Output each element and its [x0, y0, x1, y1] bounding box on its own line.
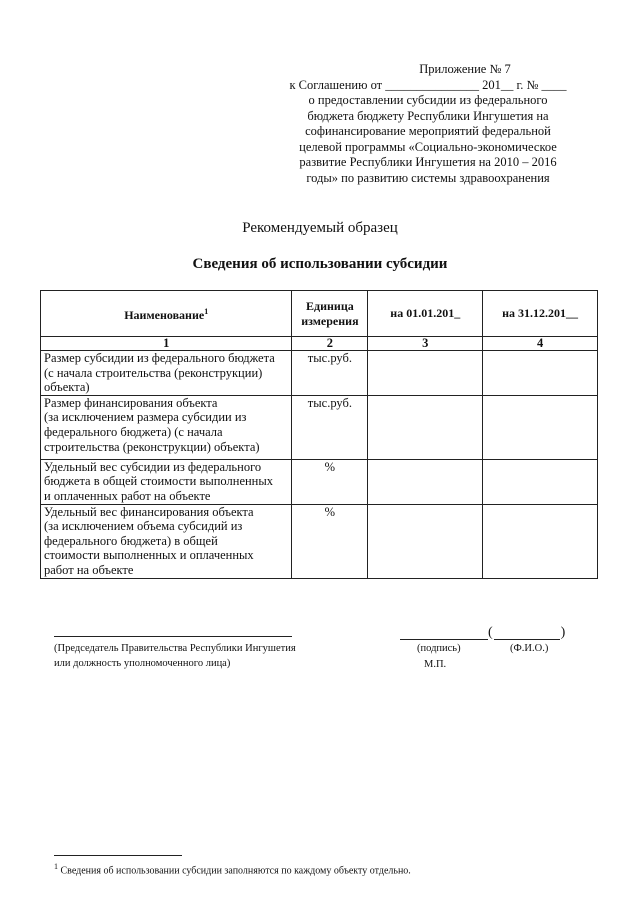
table-row [41, 395, 598, 459]
row-name-line: Размер финансирования объекта [44, 395, 218, 410]
row-name-line: федерального бюджета) (с начала [44, 424, 223, 439]
row-value-end[interactable] [483, 395, 598, 459]
row-name-line: работ на объекте [44, 562, 134, 577]
row-value-end[interactable] [483, 351, 598, 396]
signatory-block [54, 636, 314, 671]
footnote-text: Сведения об использовании субсидии заполняются по каждому объекту отдельно. [58, 865, 411, 877]
annex-text-line: софинансирование мероприятий федеральной [305, 124, 551, 138]
table-header-row [41, 291, 598, 337]
annex-text-line: развитие Республики Ингушетия на 2010 – 2016 [299, 155, 557, 169]
row-name-line: строительства (реконструкции) объекта) [44, 439, 260, 454]
row-name-line: Размер субсидии из федерального бюджета [44, 351, 275, 365]
row-name-cell [41, 395, 292, 459]
table-row [41, 351, 598, 396]
row-name-line: бюджета в общей стоимости выполненных [44, 474, 274, 489]
open-paren: ( [488, 625, 493, 640]
row-name-line: (за исключением размера субсидии из [44, 410, 247, 425]
annex-number: Приложение № 7 [419, 62, 511, 76]
signature-line [400, 639, 488, 640]
header-unit: Единица измерения [292, 291, 368, 337]
row-name-line: (за исключением объема субсидий из [44, 519, 243, 534]
row-unit-cell: тыс.руб. [292, 351, 368, 396]
footnote-ref: 1 [204, 306, 209, 316]
annex-text-line: о предоставлении субсидии из федерального [308, 93, 548, 107]
row-unit-cell: % [292, 459, 368, 504]
annex-text-line: бюджета бюджету Республики Ингушетия на [307, 108, 549, 123]
signature-fields [400, 624, 565, 640]
row-unit-cell: % [292, 504, 368, 578]
row-name-line: Удельный вес финансирования объекта [44, 504, 254, 519]
column-number: 4 [483, 337, 598, 351]
annex-agreement-line: к Соглашению от _______________ 201__ г. № ____ [289, 77, 567, 92]
row-name-line: Удельный вес субсидии из федерального [44, 459, 262, 474]
annex-header [272, 62, 584, 186]
row-name-cell [41, 504, 292, 578]
signature-caption: (подпись) [417, 643, 461, 654]
column-number: 3 [368, 337, 483, 351]
fio-caption: (Ф.И.О.) [510, 643, 549, 654]
document-title: Сведения об использовании субсидии [192, 256, 448, 272]
signatory-caption: или должность уполномоченного лица) [54, 658, 231, 669]
row-value-start[interactable] [368, 459, 483, 504]
row-value-start[interactable] [368, 351, 483, 396]
seal-placeholder: М.П. [424, 659, 447, 670]
header-date-start: на 01.01.201_ [368, 291, 483, 337]
sample-label: Рекомендуемый образец [242, 220, 398, 236]
signatory-caption: (Председатель Правительства Республики Ингушетия [54, 643, 296, 654]
row-value-start[interactable] [368, 504, 483, 578]
row-name-cell [41, 459, 292, 504]
annex-text-line: годы» по развитию системы здравоохранения [306, 170, 550, 185]
header-date-end: на 31.12.201__ [483, 291, 598, 337]
column-number: 1 [41, 337, 292, 351]
footnote-mark: 1 [54, 862, 58, 871]
row-name-line: стоимости выполненных и оплаченных [44, 548, 254, 563]
row-unit-cell: тыс.руб. [292, 395, 368, 459]
table-row [41, 504, 598, 578]
subsidy-table [40, 290, 598, 579]
table-row [41, 459, 598, 504]
column-number: 2 [292, 337, 368, 351]
row-value-start[interactable] [368, 395, 483, 459]
fio-line [494, 639, 560, 640]
row-value-end[interactable] [483, 504, 598, 578]
footnote-separator [54, 855, 182, 856]
signatory-line [54, 636, 292, 637]
row-name-line: федерального бюджета) в общей [44, 533, 218, 548]
row-name-line: объекта) [44, 380, 90, 395]
header-name: Наименование$^1$ [41, 291, 292, 337]
row-name-cell [41, 351, 292, 396]
footnote [54, 862, 411, 876]
row-value-end[interactable] [483, 459, 598, 504]
annex-text-line: целевой программы «Социально-экономическое [299, 139, 557, 154]
column-number-row [41, 337, 598, 351]
close-paren: ) [560, 625, 566, 640]
row-name-line: и оплаченных работ на объекте [44, 488, 211, 503]
row-name-line: (с начала строительства (реконструкции) [44, 365, 263, 380]
